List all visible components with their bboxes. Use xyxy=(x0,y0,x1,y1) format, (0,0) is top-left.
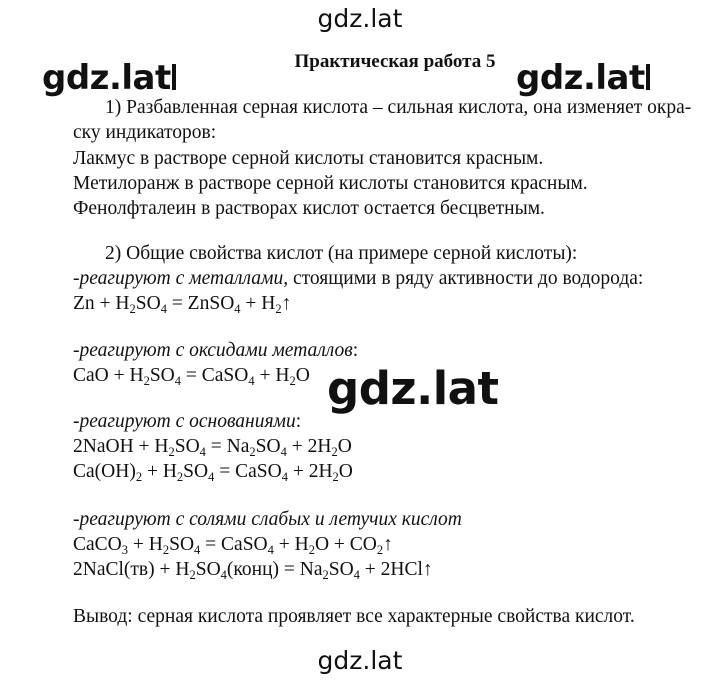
section2-heading: 2) Общие свойства кислот (на примере серной кислоты): xyxy=(105,243,578,264)
bases-heading: -реагируют с основаниями: xyxy=(73,411,302,432)
oxides-italic: -реагируют с оксидами металлов xyxy=(73,340,353,361)
oxides-heading: -реагируют с оксидами металлов: xyxy=(73,340,359,361)
page-title: Практическая работа 5 xyxy=(294,51,496,72)
salts-italic: -реагируют с солями слабых и летучих кислот xyxy=(73,509,462,530)
watermark-center: gdz.lat xyxy=(327,362,499,415)
metals-heading xyxy=(73,268,643,290)
section1-line2: ску индикаторов: xyxy=(73,122,217,143)
watermark-right: gdz.lat xyxy=(516,61,650,95)
equation-caco3: CaCO$_3$ + $H_2SO_4$ = CaSO$_4$ + $H_2O$ + $CO_2↑$ xyxy=(73,534,393,557)
conclusion-text: Вывод: серная кислота проявляет все характерные свойства кислот. xyxy=(73,606,635,627)
section1-line1: 1) Разбавленная серная кислота – сильная кислота, она изменяет окра- xyxy=(105,97,692,118)
equation-naoh: 2NaOH + $H_2SO_4 = Na_2SO_4 + 2H_2O$ xyxy=(73,436,352,459)
equation-cao: CaO + $H_2SO_4$ = CaSO$_4$ + $H_2O$ xyxy=(73,365,310,388)
watermark-top: gdz.lat xyxy=(317,4,403,33)
bases-italic: -реагируют с основаниями xyxy=(73,411,296,432)
methyl-orange-text: Метилоранж в растворе серной кислоты становится красным. xyxy=(73,173,588,194)
metals-rest: стоящими в ряду активности до водорода: xyxy=(288,268,644,289)
equation-caoh: $Ca(OH)_2 + H_2SO_4$ = CaSO$_4$ + $2H_2O$ xyxy=(73,461,353,484)
litmus-text: Лакмус в растворе серной кислоты становится красным. xyxy=(73,148,544,169)
phenolphthalein-text: Фенолфталеин в растворах кислот остается бесцветным. xyxy=(73,198,545,219)
equation-zn: $Zn + H_2SO_4$ = ZnSO$_4$ + $H_2↑$ xyxy=(73,293,292,316)
watermark-bottom: gdz.lat xyxy=(317,646,403,675)
watermark-left: gdz.lat xyxy=(42,61,176,95)
equation-nacl: 2NaCl(тв) + $H_2SO_4(конц) = Na_2SO_4$ + 2HCl↑ xyxy=(73,559,433,582)
metals-italic: -реагируют с металлами, xyxy=(73,268,289,289)
salts-heading xyxy=(73,509,462,531)
